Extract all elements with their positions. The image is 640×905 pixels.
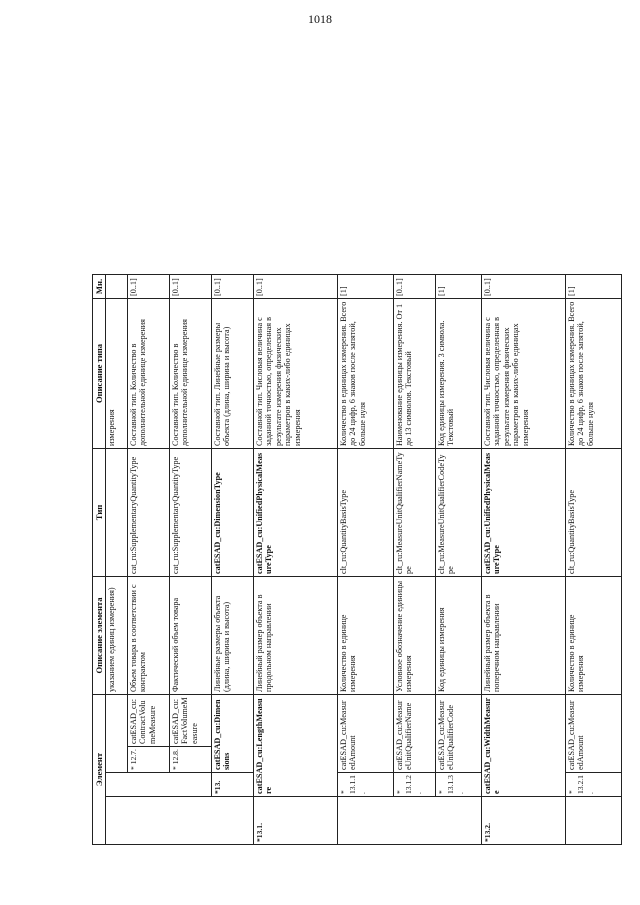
cell-type-description: Составной тип. Количество в дополнительной единице измерения <box>128 298 170 448</box>
header-type: Тип <box>93 448 106 576</box>
cell-num: * 13.2.1. <box>566 773 622 797</box>
header-multiplicity: Мн. <box>93 274 106 298</box>
cell-spacer <box>436 59 482 274</box>
cell-name: catESAD_cu:MeasuredAmount <box>338 694 394 772</box>
cell-mult <box>106 274 128 298</box>
cell-description: Линейные размеры объекта (длина, ширина и высота) <box>212 576 254 694</box>
header-spacer <box>93 59 106 274</box>
cell-mult: [0..1] <box>254 274 338 298</box>
cell-description: Объем товара в соответствии с контрактом <box>128 576 170 694</box>
cell-spacer <box>338 59 394 274</box>
cell-type <box>106 448 128 576</box>
cell-spacer <box>212 59 254 274</box>
cell-mult: [1] <box>566 274 622 298</box>
cell-spacer <box>482 59 566 274</box>
cell-num: *13.2. <box>482 797 566 845</box>
table-row <box>394 59 436 844</box>
cell-blank <box>128 797 170 845</box>
header-description: Описание элемента <box>93 576 106 694</box>
cell-num: * 12.7. <box>128 747 170 773</box>
cell-blank <box>170 797 212 845</box>
cell-blank <box>394 797 436 845</box>
cell-blank <box>128 773 170 797</box>
cell-name: catESAD_cu:Dimensions <box>212 694 254 772</box>
cell-name: catESAD_cu:MeasureUnitQualifierCode <box>436 694 482 772</box>
cell-spacer <box>128 59 170 274</box>
table-row <box>212 59 254 844</box>
cell-mult: [0..1] <box>482 274 566 298</box>
header-row <box>93 59 106 844</box>
cell-type-description: Составной тип. Линейные размеры объекта (длина, ширина и высота) <box>212 298 254 448</box>
element-table <box>92 59 622 845</box>
cell-type: catESAD_cu:DimensionType <box>212 448 254 576</box>
cell-blank <box>436 797 482 845</box>
table-row <box>338 59 394 844</box>
cell-blank <box>212 797 254 845</box>
cell-type-description: Составной тип. Числовая величина с заданной точностью, определенная в результате измерения физических параметров в каких-либо единицах измерения <box>482 298 566 448</box>
cell-num: * 13.1.3. <box>436 773 482 797</box>
cell-type: clt_ru:MeasureUnitQualifierNameType <box>394 448 436 576</box>
cell-name: catESAD_cu:LengthMeasure <box>254 694 338 796</box>
cell-type: cat_ru:SupplementaryQuantityType <box>128 448 170 576</box>
table-row <box>436 59 482 844</box>
cell-blank <box>106 694 128 772</box>
cell-num: * 13.1.2. <box>394 773 436 797</box>
cell-spacer <box>170 59 212 274</box>
cell-type: catESAD_cu:UnifiedPhysicalMeasureType <box>254 448 338 576</box>
cell-mult: [0..1] <box>212 274 254 298</box>
cell-description: Код единицы измерения <box>436 576 482 694</box>
cell-type-description: Составной тип. Числовая величина с заданной точностью, определенная в результате измерения физических параметров в каких-либо единицах измерения <box>254 298 338 448</box>
cell-spacer <box>254 59 338 274</box>
cell-type: clt_ru:MeasureUnitQualifierCodeType <box>436 448 482 576</box>
cell-type: clt_ru:QuantityBasisType <box>338 448 394 576</box>
cell-description: Количество в единице измерения <box>566 576 622 694</box>
cell-type-description: Код единицы измерения. 3 символа. Текстовый <box>436 298 482 448</box>
cell-type-description: Составной тип. Количество в дополнительной единице измерения <box>170 298 212 448</box>
cell-mult: [0..1] <box>128 274 170 298</box>
table-row <box>566 59 622 844</box>
cell-name: catESAD_cu:ContractVolumeMeasure <box>128 694 170 746</box>
cell-type-description: измерения <box>106 298 128 448</box>
cell-name: catESAD_cu:FactVolumeMeasure <box>170 694 212 746</box>
cell-description: Фактический объем товара <box>170 576 212 694</box>
cell-description: Условное обозначение единицы измерения <box>394 576 436 694</box>
cell-mult: [0..1] <box>170 274 212 298</box>
table-row <box>254 59 338 844</box>
cell-description: Линейный размер объекта в поперечном направлении <box>482 576 566 694</box>
cell-mult: [1] <box>436 274 482 298</box>
table-row <box>170 59 212 844</box>
cell-type: catESAD_cu:UnifiedPhysicalMeasureType <box>482 448 566 576</box>
cell-name: catESAD_cu:MeasureUnitQualifierName <box>394 694 436 772</box>
cell-name: catESAD_cu:WidthMeasure <box>482 694 566 796</box>
cell-description: Линейный размер объекта в продольном направлении <box>254 576 338 694</box>
cell-mult: [0..1] <box>394 274 436 298</box>
cell-num: *13. <box>212 773 254 797</box>
cell-name: catESAD_cu:MeasuredAmount <box>566 694 622 772</box>
cell-type: cat_ru:SupplementaryQuantityType <box>170 448 212 576</box>
table-row <box>128 59 170 844</box>
cell-spacer <box>106 59 128 274</box>
cell-blank <box>566 797 622 845</box>
cell-num: * 12.8. <box>170 747 212 773</box>
cell-description: Количество в единице измерения <box>338 576 394 694</box>
cell-mult: [1] <box>338 274 394 298</box>
cell-spacer <box>566 59 622 274</box>
cell-type-description: Наименование единицы измерения. От 1 до 13 символов. Текстовый <box>394 298 436 448</box>
rotated-table-container <box>92 60 640 845</box>
header-element: Элемент <box>93 694 106 844</box>
table-row-continuation <box>106 59 128 844</box>
header-type-description: Описание типа <box>93 298 106 448</box>
page-number: 1018 <box>308 12 332 26</box>
table-row <box>482 59 566 844</box>
cell-type-description: Количество в единицах измерения. Всего до 24 цифр, 6 знаков после запятой, больше нуля <box>338 298 394 448</box>
cell-num: * 13.1.1. <box>338 773 394 797</box>
cell-type: clt_ru:QuantityBasisType <box>566 448 622 576</box>
cell-description: указанием единиц измерения) <box>106 576 128 694</box>
cell-num: *13.1. <box>254 797 338 845</box>
cell-type-description: Количество в единицах измерения. Всего до 24 цифр, 6 знаков после запятой, больше нуля <box>566 298 622 448</box>
cell-blank <box>338 797 394 845</box>
cell-blank <box>170 773 212 797</box>
cell-spacer <box>394 59 436 274</box>
cell-blank <box>106 773 128 797</box>
cell-blank <box>106 797 128 845</box>
